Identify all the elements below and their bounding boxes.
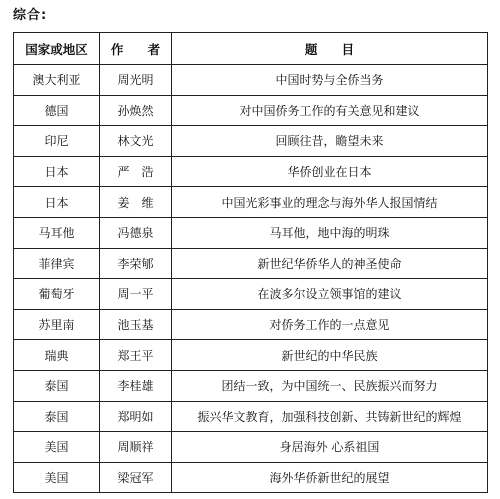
table-row (14, 462, 488, 493)
cell-country: 美国 (14, 432, 100, 463)
cell-author: 李桂雄 (100, 370, 172, 401)
table-row (14, 432, 488, 463)
table-row (14, 126, 488, 157)
table-row (14, 248, 488, 279)
cell-author: 孙焕然 (100, 95, 172, 126)
table-row (14, 340, 488, 371)
cell-country: 泰国 (14, 370, 100, 401)
cell-author: 李荣郇 (100, 248, 172, 279)
cell-author: 姜 维 (100, 187, 172, 218)
articles-table (13, 32, 488, 493)
cell-country: 葡萄牙 (14, 279, 100, 310)
column-header-country: 国家或地区 (14, 33, 100, 65)
cell-country: 马耳他 (14, 217, 100, 248)
table-header-row (14, 33, 488, 65)
cell-title: 在波多尔设立领事馆的建议 (172, 279, 488, 310)
cell-author: 冯德泉 (100, 217, 172, 248)
cell-title: 对侨务工作的一点意见 (172, 309, 488, 340)
cell-author: 林文光 (100, 126, 172, 157)
cell-title: 中国时势与全侨当务 (172, 65, 488, 96)
cell-author: 周一平 (100, 279, 172, 310)
cell-author: 周光明 (100, 65, 172, 96)
cell-author: 严 浩 (100, 156, 172, 187)
cell-author: 郑王平 (100, 340, 172, 371)
cell-country: 苏里南 (14, 309, 100, 340)
table-row (14, 309, 488, 340)
table-row (14, 187, 488, 218)
cell-country: 日本 (14, 156, 100, 187)
table-row (14, 95, 488, 126)
cell-title: 回顾往昔，瞻望未来 (172, 126, 488, 157)
table-row (14, 65, 488, 96)
cell-title: 新世纪的中华民族 (172, 340, 488, 371)
table-row (14, 370, 488, 401)
section-heading: 综合: (13, 8, 48, 23)
cell-title: 对中国侨务工作的有关意见和建议 (172, 95, 488, 126)
table-row (14, 217, 488, 248)
cell-country: 瑞典 (14, 340, 100, 371)
cell-country: 泰国 (14, 401, 100, 432)
column-header-title: 题 目 (172, 33, 488, 65)
cell-author: 池玉基 (100, 309, 172, 340)
cell-country: 德国 (14, 95, 100, 126)
cell-country: 菲律宾 (14, 248, 100, 279)
cell-title: 振兴华文教育，加强科技创新、共铸新世纪的辉煌 (172, 401, 488, 432)
cell-country: 日本 (14, 187, 100, 218)
cell-author: 郑明如 (100, 401, 172, 432)
cell-title: 中国光彩事业的理念与海外华人报国情结 (172, 187, 488, 218)
cell-country: 澳大利亚 (14, 65, 100, 96)
cell-country: 美国 (14, 462, 100, 493)
table-row (14, 279, 488, 310)
cell-country: 印尼 (14, 126, 100, 157)
cell-author: 周顺祥 (100, 432, 172, 463)
table-row (14, 401, 488, 432)
column-header-author: 作 者 (100, 33, 172, 65)
cell-title: 华侨创业在日本 (172, 156, 488, 187)
cell-author: 梁冠军 (100, 462, 172, 493)
table-row (14, 156, 488, 187)
cell-title: 海外华侨新世纪的展望 (172, 462, 488, 493)
cell-title: 马耳他，地中海的明珠 (172, 217, 488, 248)
cell-title: 团结一致，为中国统一、民族振兴而努力 (172, 370, 488, 401)
cell-title: 身居海外 心系祖国 (172, 432, 488, 463)
cell-title: 新世纪华侨华人的神圣使命 (172, 248, 488, 279)
